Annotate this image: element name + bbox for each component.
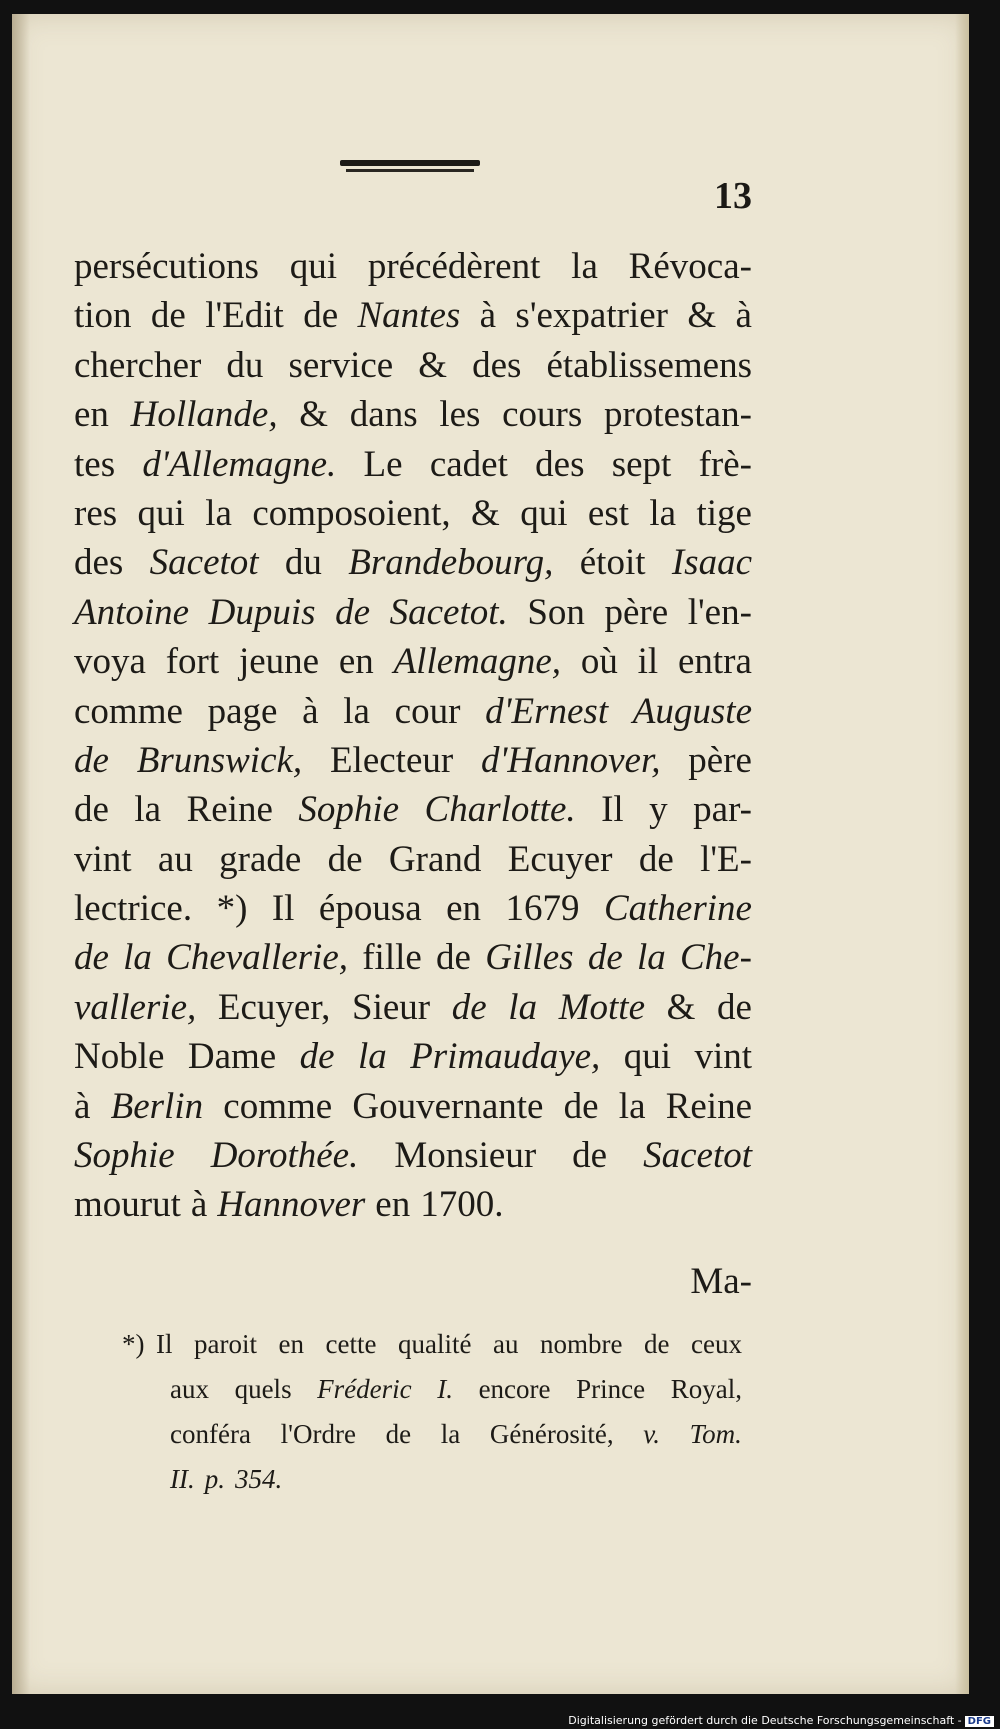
word: cour — [394, 690, 461, 732]
word: comme — [74, 690, 183, 732]
word: Isaac — [671, 542, 752, 584]
word: conféra — [170, 1419, 251, 1449]
word: au — [157, 838, 193, 880]
word: de — [299, 1036, 335, 1078]
word: lectrice. — [74, 888, 193, 930]
word: 1700. — [420, 1184, 504, 1226]
word: en — [446, 888, 482, 930]
word: Catherine — [603, 888, 752, 930]
text-line — [74, 687, 752, 736]
word: page — [207, 690, 278, 732]
word: Révoca- — [628, 246, 752, 287]
word: Dupuis — [208, 591, 316, 633]
word: de — [150, 295, 186, 337]
word: sept — [611, 443, 672, 485]
word: Sieur — [352, 986, 431, 1028]
word: à — [302, 690, 319, 732]
word: jeune — [238, 641, 320, 683]
word: Berlin — [110, 1085, 204, 1127]
word: de — [385, 1419, 412, 1449]
word: Tom. — [689, 1419, 742, 1449]
footnote-line — [156, 1322, 742, 1367]
word: *) — [216, 888, 248, 930]
word: grade — [219, 838, 302, 880]
word: Sophie — [74, 1135, 175, 1177]
word: frè- — [698, 443, 752, 485]
word: précédèrent — [367, 246, 541, 287]
word: des — [74, 542, 124, 584]
page-gutter-shadow — [12, 14, 30, 1694]
word: Noble — [74, 1036, 165, 1078]
word: fille — [362, 937, 422, 979]
footnote-line — [170, 1367, 742, 1412]
word: Nantes — [357, 295, 461, 337]
word: des — [535, 443, 585, 485]
word: Monsieur — [394, 1135, 537, 1177]
word: la — [205, 492, 232, 534]
word: dans — [349, 394, 418, 436]
word: Le — [363, 443, 403, 485]
word: Grand — [388, 838, 482, 880]
word: chercher — [74, 344, 202, 386]
text-line — [74, 242, 752, 291]
word: de — [303, 295, 339, 337]
word: v. — [643, 1419, 660, 1449]
word: Electeur — [329, 739, 454, 781]
word: I. — [437, 1374, 453, 1404]
word: s'expatrier — [515, 295, 668, 337]
word: par- — [693, 789, 752, 831]
word: Royal, — [670, 1374, 742, 1404]
word: Charlotte. — [424, 789, 576, 831]
word: l'Edit — [205, 295, 284, 337]
word: la — [508, 986, 538, 1028]
footnote-marker: *) — [122, 1329, 145, 1359]
word: Il — [271, 888, 295, 930]
word: d'Allemagne. — [142, 443, 337, 485]
word: l'en- — [687, 591, 752, 633]
word: à — [479, 295, 497, 337]
text-line — [74, 1180, 752, 1229]
word: qui — [623, 1036, 672, 1078]
word: fort — [165, 641, 220, 683]
word: vallerie, — [74, 986, 197, 1028]
word: père — [604, 591, 669, 633]
word: en — [278, 1329, 304, 1359]
word: la — [571, 246, 598, 287]
word: en — [338, 641, 374, 683]
word: la — [358, 1036, 387, 1078]
word: res — [74, 492, 118, 534]
word: voya — [74, 641, 146, 683]
word: de — [74, 789, 109, 831]
word: la — [134, 789, 162, 831]
word: p. — [204, 1464, 225, 1494]
word: 1679 — [505, 888, 580, 930]
text-line — [74, 1082, 752, 1131]
word: vint — [74, 838, 132, 880]
word: des — [472, 344, 522, 386]
word: à — [74, 1085, 91, 1127]
word: à — [735, 295, 752, 337]
word: cadet — [429, 443, 508, 485]
text-line — [74, 1131, 752, 1180]
word: de — [644, 1329, 670, 1359]
word: Prince — [576, 1374, 646, 1404]
word: Brunswick, — [136, 739, 303, 781]
word: en — [74, 394, 109, 436]
word: ceux — [691, 1329, 742, 1359]
word: aux — [170, 1374, 209, 1404]
text-line — [74, 489, 752, 538]
footnote-line — [170, 1412, 742, 1457]
word: Sacetot — [149, 542, 259, 584]
word: Il — [601, 789, 624, 831]
word: de — [563, 1085, 599, 1127]
word: qui — [289, 246, 338, 287]
word: à — [190, 1184, 208, 1226]
word: Générosité, — [489, 1419, 614, 1449]
word: de — [451, 986, 487, 1028]
word: la — [618, 1085, 646, 1127]
word: Ecuyer — [507, 838, 613, 880]
word: Brandebourg, — [348, 542, 554, 584]
word: la — [440, 1419, 461, 1449]
word: de — [436, 937, 471, 979]
word: quels — [234, 1374, 292, 1404]
page-number: 13 — [714, 175, 752, 217]
word: la — [123, 937, 152, 979]
word: Auguste — [632, 690, 752, 732]
word: & — [687, 295, 717, 337]
word: 354. — [234, 1464, 283, 1494]
word: composoient, — [252, 492, 451, 534]
word: Il — [156, 1329, 173, 1359]
word: les — [439, 394, 481, 436]
word: cours — [502, 394, 583, 436]
page-edge-shadow — [955, 14, 969, 1694]
word: Son — [527, 591, 585, 633]
word: Dorothée. — [210, 1135, 359, 1177]
word: & — [471, 492, 500, 534]
word: d'Hannover, — [480, 739, 661, 781]
word: service — [288, 344, 394, 386]
ornament-bar-thick — [340, 160, 480, 166]
word: établissemens — [546, 344, 752, 386]
word: tes — [74, 443, 116, 485]
word: la — [649, 492, 677, 534]
word: entra — [677, 641, 752, 683]
word: comme — [223, 1085, 333, 1127]
word: & — [418, 344, 448, 386]
word: qui — [137, 492, 185, 534]
word: Fréderic — [317, 1374, 412, 1404]
word: de — [572, 1135, 608, 1177]
word: il — [637, 641, 659, 683]
word: Gouvernante — [352, 1085, 544, 1127]
word: y — [649, 789, 668, 831]
word: Gilles — [485, 937, 574, 979]
word: II. — [170, 1464, 195, 1494]
text-line — [74, 933, 752, 982]
ornament-bar-thin — [346, 169, 474, 172]
digitization-credit — [568, 1714, 994, 1727]
word: est — [587, 492, 629, 534]
footnote — [122, 1322, 742, 1502]
dfg-logo: DFG — [965, 1716, 994, 1727]
word: de — [74, 739, 109, 781]
word: épousa — [318, 888, 422, 930]
catchword: Ma- — [690, 1261, 752, 1302]
word: du — [284, 542, 322, 584]
word: étoit — [579, 542, 646, 584]
footnote-line — [170, 1457, 742, 1502]
word: cette — [325, 1329, 377, 1359]
word: Sacetot. — [389, 591, 508, 633]
word: Primaudaye, — [410, 1036, 601, 1078]
word: de — [638, 838, 674, 880]
word: tion — [74, 295, 132, 337]
word: la — [636, 937, 666, 979]
text-line — [74, 440, 752, 489]
word: & — [666, 986, 696, 1028]
text-line — [74, 785, 752, 834]
text-line — [74, 736, 752, 785]
text-line — [74, 637, 752, 686]
word: Hannover — [217, 1184, 366, 1226]
header-rule-ornament — [340, 160, 480, 173]
word: Motte — [558, 986, 645, 1028]
word: de — [327, 838, 363, 880]
credit-text: Digitalisierung gefördert durch die Deutsche Forschungsgemeinschaft - — [568, 1714, 962, 1727]
main-text-block — [74, 242, 752, 1230]
text-line — [74, 588, 752, 637]
word: Ecuyer, — [217, 986, 331, 1028]
word: Sacetot — [643, 1135, 752, 1177]
word: la — [343, 690, 370, 732]
word: en — [375, 1184, 411, 1226]
word: l'E- — [700, 838, 752, 880]
word: Che- — [679, 937, 752, 979]
text-line — [74, 835, 752, 884]
word: d'Ernest — [485, 690, 609, 732]
text-line — [74, 538, 752, 587]
text-line — [74, 341, 752, 390]
word: où — [580, 641, 618, 683]
word: vint — [694, 1036, 752, 1078]
text-line — [74, 983, 752, 1032]
text-line — [74, 884, 752, 933]
word: de — [335, 591, 371, 633]
word: Antoine — [74, 591, 190, 633]
word: persécutions — [74, 246, 259, 287]
word: Sophie — [298, 789, 400, 831]
word: mourut — [74, 1184, 181, 1226]
word: Hollande, — [130, 394, 278, 436]
word: l'Ordre — [280, 1419, 356, 1449]
word: nombre — [540, 1329, 623, 1359]
word: Chevallerie, — [166, 937, 349, 979]
text-line — [74, 291, 752, 340]
word: protestan- — [603, 394, 752, 436]
footnote-text — [156, 1322, 742, 1502]
word: tige — [696, 492, 752, 534]
word: Dame — [187, 1036, 277, 1078]
word: père — [688, 739, 752, 781]
book-page — [12, 14, 969, 1694]
text-line — [74, 1032, 752, 1081]
word: paroit — [194, 1329, 257, 1359]
word: qualité — [398, 1329, 472, 1359]
word: Reine — [186, 789, 273, 831]
word: de — [74, 937, 109, 979]
word: qui — [520, 492, 568, 534]
word: du — [226, 344, 264, 386]
word: Allemagne, — [393, 641, 562, 683]
word: de — [717, 986, 752, 1028]
word: au — [493, 1329, 519, 1359]
word: de — [587, 937, 623, 979]
word: encore — [478, 1374, 551, 1404]
word: Reine — [665, 1085, 752, 1127]
word: & — [299, 394, 329, 436]
text-line — [74, 390, 752, 439]
